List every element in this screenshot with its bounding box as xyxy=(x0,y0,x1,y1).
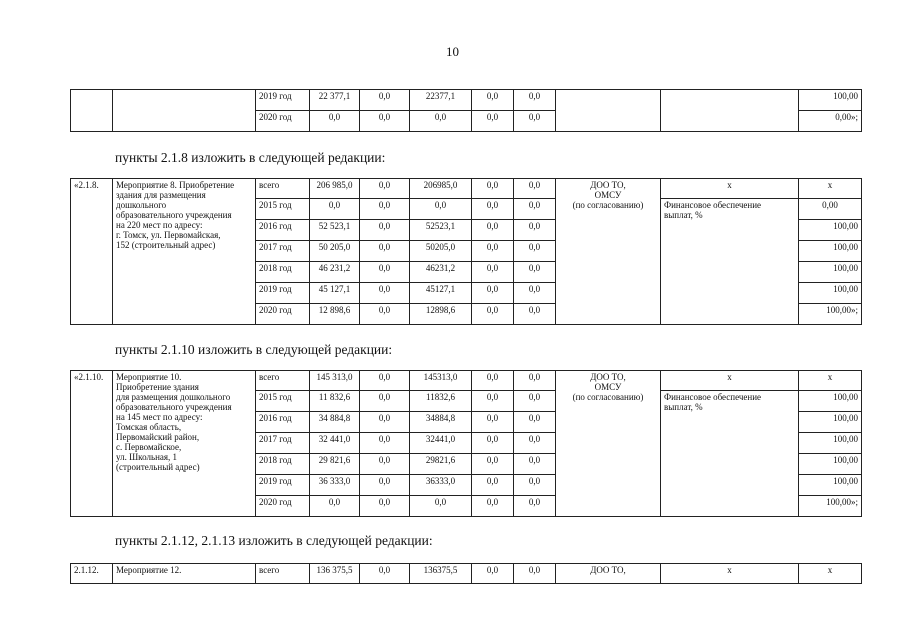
ext-cell: 0,0 xyxy=(514,199,556,220)
value-cell: 100,00 xyxy=(799,283,862,304)
value-cell: 0,00 xyxy=(799,199,862,220)
value-cell: 100,00 xyxy=(799,475,862,496)
year-cell: 2016 год xyxy=(256,412,310,433)
year-cell: 2017 год xyxy=(256,241,310,262)
ext-cell: 0,0 xyxy=(514,304,556,325)
measure-table xyxy=(70,178,862,325)
year-cell: 2016 год xyxy=(256,220,310,241)
loc-cell: 0,0 xyxy=(472,564,514,584)
year-cell: 2020 год xyxy=(256,111,310,132)
ext-cell: 0,0 xyxy=(514,220,556,241)
value-cell: 100,00»; xyxy=(799,496,862,517)
table-cell xyxy=(113,90,256,132)
fed-cell: 0,0 xyxy=(360,90,410,111)
ext-cell: 0,0 xyxy=(514,241,556,262)
value-cell: 100,00»; xyxy=(799,304,862,325)
year-cell: 2018 год xyxy=(256,454,310,475)
section-heading: пункты 2.1.12, 2.1.13 изложить в следующей редакции: xyxy=(115,533,433,548)
loc-cell: 0,0 xyxy=(472,412,514,433)
fed-cell: 0,0 xyxy=(360,111,410,132)
year-cell: всего xyxy=(256,371,310,391)
ext-cell: 0,0 xyxy=(514,496,556,517)
year-cell: 2017 год xyxy=(256,433,310,454)
section-heading: пункты 2.1.10 изложить в следующей редакции: xyxy=(115,342,393,357)
total-cell: 29 821,6 xyxy=(310,454,360,475)
value-cell: х xyxy=(799,564,862,584)
fed-cell: 0,0 xyxy=(360,220,410,241)
indicator-name: Финансовое обеспечение выплат, % xyxy=(661,391,799,517)
item-number: 2.1.12. xyxy=(71,564,113,584)
item-number: «2.1.8. xyxy=(71,179,113,325)
total-cell: 0,0 xyxy=(310,496,360,517)
total-cell: 12 898,6 xyxy=(310,304,360,325)
loc-cell: 0,0 xyxy=(472,496,514,517)
total-cell: 34 884,8 xyxy=(310,412,360,433)
value-cell: 100,00 xyxy=(799,391,862,412)
ext-cell: 0,0 xyxy=(514,179,556,199)
reg-cell: 50205,0 xyxy=(410,241,472,262)
value-cell: 100,00 xyxy=(799,433,862,454)
loc-cell: 0,0 xyxy=(472,262,514,283)
ext-cell: 0,0 xyxy=(514,412,556,433)
table-cell xyxy=(556,90,661,132)
table-row xyxy=(71,179,862,199)
loc-cell: 0,0 xyxy=(472,220,514,241)
measure-table xyxy=(70,563,862,584)
total-cell: 36 333,0 xyxy=(310,475,360,496)
fed-cell: 0,0 xyxy=(360,496,410,517)
measure-name: Мероприятие 8. Приобретение здания для размещения дошкольного образовательного учреждения на 220 мест по адресу: г. Томск, ул. Первомайская, 152 (строительный адрес) xyxy=(113,179,256,325)
year-cell: всего xyxy=(256,179,310,199)
reg-cell: 36333,0 xyxy=(410,475,472,496)
reg-cell: 34884,8 xyxy=(410,412,472,433)
value-cell: х xyxy=(799,179,862,199)
reg-cell: 0,0 xyxy=(410,199,472,220)
year-cell: 2015 год xyxy=(256,199,310,220)
section-heading: пункты 2.1.8 изложить в следующей редакции: xyxy=(115,150,386,165)
loc-cell: 0,0 xyxy=(472,199,514,220)
value-cell: 100,00 xyxy=(799,262,862,283)
fed-cell: 0,0 xyxy=(360,371,410,391)
fed-cell: 0,0 xyxy=(360,412,410,433)
total-cell: 0,0 xyxy=(310,199,360,220)
total-cell: 0,0 xyxy=(310,111,360,132)
value-cell: 100,00 xyxy=(799,454,862,475)
ext-cell: 0,0 xyxy=(514,283,556,304)
total-cell: 22 377,1 xyxy=(310,90,360,111)
loc-cell: 0,0 xyxy=(472,111,514,132)
table-row xyxy=(71,371,862,391)
loc-cell: 0,0 xyxy=(472,179,514,199)
ext-cell: 0,0 xyxy=(514,90,556,111)
ext-cell: 0,0 xyxy=(514,454,556,475)
reg-cell: 11832,6 xyxy=(410,391,472,412)
year-cell: 2019 год xyxy=(256,475,310,496)
value-cell: 0,00»; xyxy=(799,111,862,132)
year-cell: 2018 год xyxy=(256,262,310,283)
item-number: «2.1.10. xyxy=(71,371,113,517)
loc-cell: 0,0 xyxy=(472,371,514,391)
ext-cell: 0,0 xyxy=(514,371,556,391)
loc-cell: 0,0 xyxy=(472,241,514,262)
fed-cell: 0,0 xyxy=(360,262,410,283)
fed-cell: 0,0 xyxy=(360,391,410,412)
table-row xyxy=(71,90,862,111)
fed-cell: 0,0 xyxy=(360,454,410,475)
year-cell: 2020 год xyxy=(256,304,310,325)
value-cell: 100,00 xyxy=(799,412,862,433)
fed-cell: 0,0 xyxy=(360,283,410,304)
ext-cell: 0,0 xyxy=(514,433,556,454)
ext-cell: 0,0 xyxy=(514,564,556,584)
reg-cell: 136375,5 xyxy=(410,564,472,584)
reg-cell: 46231,2 xyxy=(410,262,472,283)
executor-cell: ДОО ТО, xyxy=(556,564,661,584)
executor-cell: ДОО ТО, ОМСУ (по согласованию) xyxy=(556,179,661,325)
fed-cell: 0,0 xyxy=(360,304,410,325)
year-cell: всего xyxy=(256,564,310,584)
table-cell xyxy=(661,90,799,132)
continuation-table xyxy=(70,89,862,132)
total-cell: 50 205,0 xyxy=(310,241,360,262)
reg-cell: 45127,1 xyxy=(410,283,472,304)
total-cell: 52 523,1 xyxy=(310,220,360,241)
loc-cell: 0,0 xyxy=(472,454,514,475)
reg-cell: 12898,6 xyxy=(410,304,472,325)
total-cell: 206 985,0 xyxy=(310,179,360,199)
reg-cell: 22377,1 xyxy=(410,90,472,111)
fed-cell: 0,0 xyxy=(360,199,410,220)
ext-cell: 0,0 xyxy=(514,262,556,283)
fed-cell: 0,0 xyxy=(360,475,410,496)
loc-cell: 0,0 xyxy=(472,475,514,496)
total-cell: 45 127,1 xyxy=(310,283,360,304)
year-cell: 2020 год xyxy=(256,496,310,517)
ext-cell: 0,0 xyxy=(514,391,556,412)
indicator-name: Финансовое обеспечение выплат, % xyxy=(661,199,799,325)
total-cell: 46 231,2 xyxy=(310,262,360,283)
value-cell: 100,00 xyxy=(799,90,862,111)
reg-cell: 145313,0 xyxy=(410,371,472,391)
loc-cell: 0,0 xyxy=(472,304,514,325)
fed-cell: 0,0 xyxy=(360,564,410,584)
measure-name: Мероприятие 12. xyxy=(113,564,256,584)
page-number: 10 xyxy=(446,44,459,59)
fed-cell: 0,0 xyxy=(360,433,410,454)
value-cell: х xyxy=(799,371,862,391)
reg-cell: 0,0 xyxy=(410,111,472,132)
reg-cell: 206985,0 xyxy=(410,179,472,199)
reg-cell: 32441,0 xyxy=(410,433,472,454)
loc-cell: 0,0 xyxy=(472,391,514,412)
table-cell xyxy=(71,90,113,132)
total-cell: 32 441,0 xyxy=(310,433,360,454)
reg-cell: 29821,6 xyxy=(410,454,472,475)
loc-cell: 0,0 xyxy=(472,283,514,304)
year-cell: 2019 год xyxy=(256,90,310,111)
reg-cell: 52523,1 xyxy=(410,220,472,241)
year-cell: 2015 год xyxy=(256,391,310,412)
year-cell: 2019 год xyxy=(256,283,310,304)
total-cell: 136 375,5 xyxy=(310,564,360,584)
indicator-x-cell: х xyxy=(661,564,799,584)
loc-cell: 0,0 xyxy=(472,433,514,454)
total-cell: 11 832,6 xyxy=(310,391,360,412)
total-cell: 145 313,0 xyxy=(310,371,360,391)
indicator-x-cell: х xyxy=(661,371,799,391)
indicator-x-cell: х xyxy=(661,179,799,199)
executor-cell: ДОО ТО, ОМСУ (по согласованию) xyxy=(556,371,661,517)
ext-cell: 0,0 xyxy=(514,475,556,496)
fed-cell: 0,0 xyxy=(360,179,410,199)
measure-name: Мероприятие 10. Приобретение здания для размещения дошкольного образовательного учреждения на 145 мест по адресу: Томская область, Первомайский район, с. Первомайское, ул. Школьная, 1 (строительный адрес) xyxy=(113,371,256,517)
value-cell: 100,00 xyxy=(799,241,862,262)
reg-cell: 0,0 xyxy=(410,496,472,517)
value-cell: 100,00 xyxy=(799,220,862,241)
measure-table xyxy=(70,370,862,517)
ext-cell: 0,0 xyxy=(514,111,556,132)
fed-cell: 0,0 xyxy=(360,241,410,262)
loc-cell: 0,0 xyxy=(472,90,514,111)
table-row xyxy=(71,564,862,584)
